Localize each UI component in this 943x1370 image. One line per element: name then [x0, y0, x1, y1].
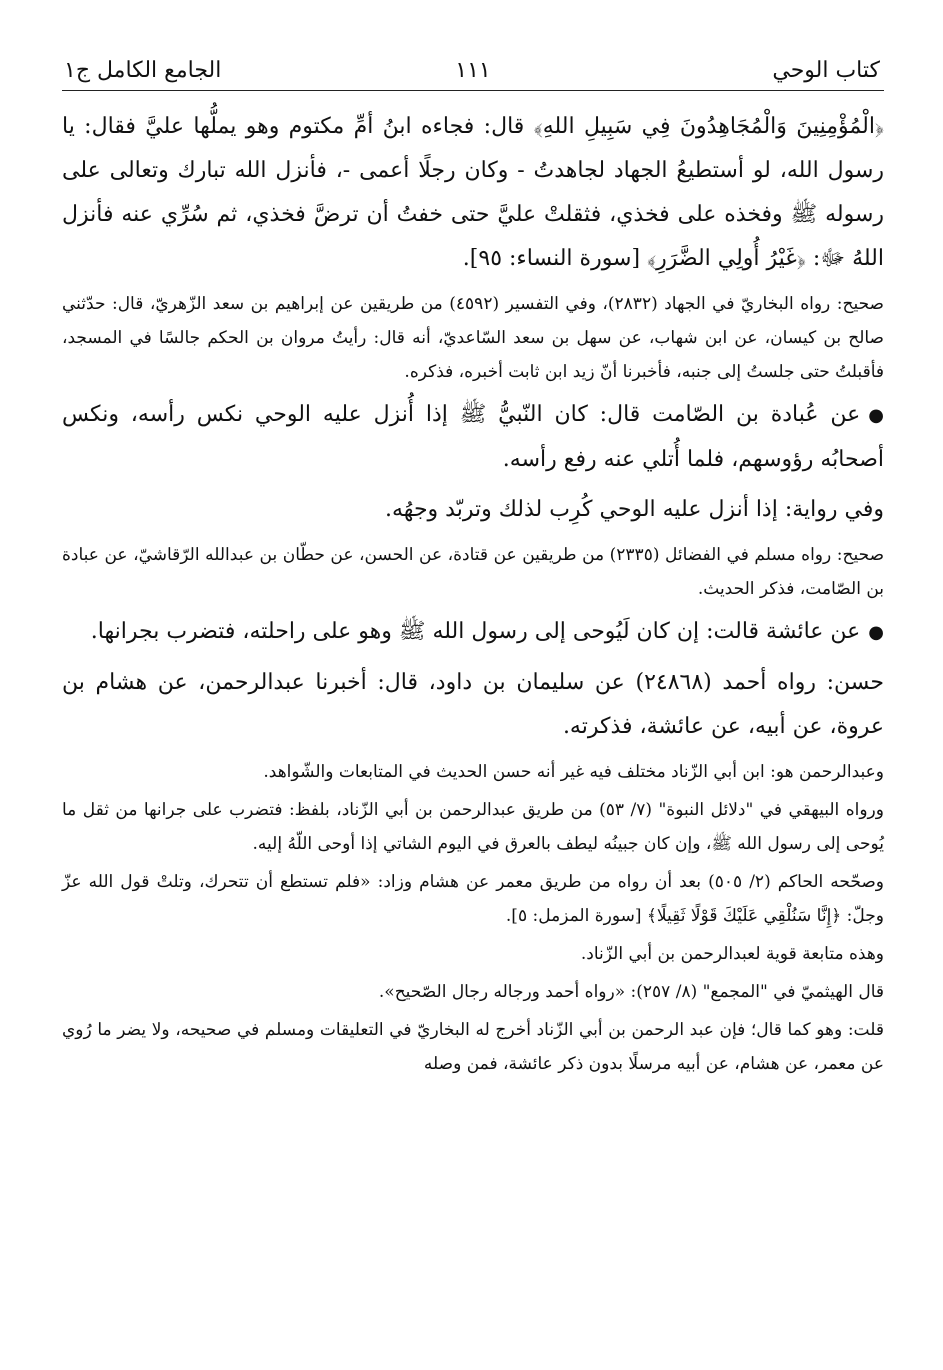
takhrij-note: [62, 538, 884, 606]
commentary-paragraph: [62, 975, 884, 1009]
hadith-paragraph: [62, 393, 884, 482]
paragraph-text: وعبدالرحمن هو: ابن أبي الزّناد مختلف فيه غير أنه حسن الحديث في المتابعات والشّواهد.: [263, 762, 884, 782]
commentary-paragraph: [62, 755, 884, 789]
paragraph: [62, 105, 884, 281]
paragraph-text: وفي رواية: إذا أنزل عليه الوحي كُرِب لذلك وتربّد وجهُه.: [385, 497, 884, 522]
paragraph-text: ورواه البيهقي في "دلائل النبوة" (٧/ ٥٣) من طريق عبدالرحمن بن أبي الزّناد، بلفظ: فتضرب على جرانها من ثقل ما يُوحى إلى رسول الله ﷺ، وإن كان جبينُه ليطف بالعرق في اليوم الشاتي إذا أوحى اللّهُ إليه.: [62, 800, 884, 854]
paragraph-text: وهذه متابعة قوية لعبدالرحمن بن أبي الزّناد.: [580, 944, 884, 964]
commentary-paragraph: [62, 793, 884, 861]
bullet-icon: ●: [868, 405, 884, 426]
commentary-paragraph: [62, 865, 884, 933]
paragraph: [62, 488, 884, 532]
book-title: الجامع الكامل ج١: [64, 58, 222, 83]
paragraph-text: عن عُبادة بن الصّامت قال: كان النّبيُّ ﷺ إذا أُنزل عليه الوحي نكس رأسه، ونكس أصحابُه رؤوسهم، فلما أُتلي عنه رفع رأسه.: [62, 402, 884, 472]
page-header: [62, 52, 884, 91]
commentary-paragraph: [62, 1013, 884, 1081]
document-page: [62, 52, 884, 1085]
paragraph-text: عن عائشة قالت: إن كان لَيُوحى إلى رسول الله ﷺ وهو على راحلته، فتضرب بجرانها.: [90, 619, 861, 644]
paragraph-text: صحيح: رواه البخاريّ في الجهاد (٢٨٣٢)، وفي التفسير (٤٥٩٢) من طريقين عن إبراهيم بن سعد الزّهريّ، قال: حدّثني صالح بن كيسان، عن ابن شهاب، عن سهل بن سعد السّاعديّ، أنه قال: رأيتُ مروان بن الحكم جالسًا في المسجد، فأقبلتُ حتى جلستُ إلى جنبه، فأخبرنا أنّ زيد ابن ثابت أخبره، فذكره.: [62, 294, 884, 382]
paragraph-text: قلت: وهو كما قال؛ فإن عبد الرحمن بن أبي الزّناد أخرج له البخاريّ في التعليقات ومسلم في صحيحه، ولا يضر ما رُوي عن معمر، عن هشام، عن أبيه مرسلًا بدون ذكر عائشة، فمن وصله: [62, 1020, 884, 1074]
paragraph: [62, 661, 884, 749]
hadith-paragraph: [62, 610, 884, 655]
paragraph-text: قال الهيثميّ في "المجمع" (٨/ ٢٥٧): «رواه أحمد ورجاله رجال الصّحيح».: [378, 982, 884, 1002]
paragraph-text: صحيح: رواه مسلم في الفضائل (٢٣٣٥) من طريقين عن قتادة، عن الحسن، عن حطّان بن عبدالله الرّقاشيّ، عن عبادة بن الصّامت، فذكر الحديث.: [62, 545, 884, 599]
bullet-icon: ●: [868, 622, 884, 643]
chapter-title: كتاب الوحي: [772, 58, 880, 83]
paragraph-text: وصحّحه الحاكم (٢/ ٥٠٥) بعد أن رواه من طريق معمر عن هشام وزاد: «فلم تستطع أن تتحرك، وتلتْ قول الله عزّ وجلّ: ﴿إِنَّا سَنُلْقِي عَلَيْكَ قَوْلًا ثَقِيلًا﴾ [سورة المزمل: ٥].: [62, 872, 884, 926]
paragraph-text: حسن: رواه أحمد (٢٤٨٦٨) عن سليمان بن داود، قال: أخبرنا عبدالرحمن، عن هشام بن عروة، عن أبيه، عن عائشة، فذكرته.: [62, 670, 884, 739]
page-body: [62, 91, 884, 1081]
commentary-paragraph: [62, 937, 884, 971]
page-number: ١١١: [455, 58, 491, 83]
takhrij-note: [62, 287, 884, 389]
paragraph-text: ﴿الْمُؤْمِنِينَ وَالْمُجَاهِدُونَ فِي سَبِيلِ اللهِ﴾ قال: فجاءه ابنُ أمِّ مكتوم وهو يملُّها عليَّ فقال: يا رسول الله، لو أستطيعُ الجهاد لجاهدتُ - وكان رجلًا أعمى -، فأنزل الله تبارك وتعالى على رسوله ﷺ وفخذه على فخذي، فثقلتْ عليَّ حتى خفتُ أن ترضَّ فخذي، ثم سُرِّي عنه فأنزل اللهُ ﷻ: ﴿غَيْرُ أُولِي الضَّرَرِ﴾ [سورة النساء: ٩٥].: [62, 114, 884, 271]
